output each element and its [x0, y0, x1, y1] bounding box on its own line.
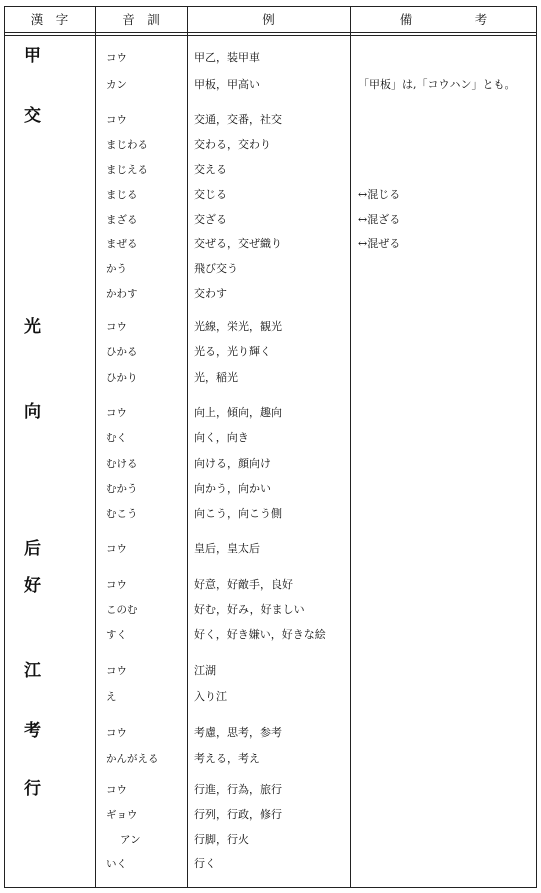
reading-cell: コウ [106, 579, 127, 591]
kanji-cell: 交 [24, 106, 41, 126]
reading-cell: コウ [106, 407, 127, 419]
example-cell: 向ける，顔向け [194, 457, 271, 470]
reading-cell: アン [120, 834, 141, 846]
reading-cell: まじわる [106, 139, 148, 151]
example-cell: 考慮，思考，参考 [194, 726, 282, 739]
reading-cell: かんがえる [106, 753, 159, 765]
reading-cell: コウ [106, 784, 127, 796]
example-cell: 交ぜる，交ぜ織り [194, 237, 282, 250]
example-cell: 行進，行為，旅行 [194, 783, 282, 796]
example-cell: 江湖 [194, 664, 216, 677]
header-note: 備 考 [399, 12, 488, 27]
example-cell: 向上，傾向，趣向 [194, 406, 282, 419]
reading-cell: コウ [106, 52, 127, 64]
reading-cell: え [106, 691, 117, 703]
kanji-cell: 考 [24, 721, 41, 741]
reading-cell: かわす [106, 288, 138, 300]
example-cell: 入り江 [194, 690, 227, 703]
header-rule [4, 32, 537, 33]
kanji-cell: 后 [24, 539, 41, 559]
reading-cell: コウ [106, 665, 127, 677]
reading-cell: いく [106, 858, 127, 870]
note-cell: 「甲板」は,「コウハン」とも。 [358, 78, 516, 91]
note-cell: ↔混ぜる [358, 237, 401, 250]
header-rule [4, 35, 537, 36]
note-cell: ↔混じる [358, 188, 401, 201]
kanji-cell: 好 [24, 576, 41, 596]
example-cell: 好く，好き嫌い，好きな絵 [194, 628, 326, 641]
reading-cell: まじる [106, 189, 138, 201]
reading-cell: まぜる [106, 238, 138, 250]
example-cell: 行列，行政，修行 [194, 808, 282, 821]
example-cell: 行く [194, 857, 216, 870]
example-cell: 交わる，交わり [194, 138, 271, 151]
example-cell: 交わす [194, 287, 227, 300]
kanji-cell: 向 [24, 402, 41, 422]
example-cell: 行脚，行火 [194, 833, 249, 846]
kanji-cell: 江 [24, 661, 41, 681]
reading-cell: むかう [106, 483, 138, 495]
reading-cell: すく [106, 629, 127, 641]
header-example: 例 [262, 12, 275, 27]
reading-cell: コウ [106, 321, 127, 333]
header-kanji: 漢 字 [30, 12, 69, 27]
example-cell: 甲乙，装甲車 [194, 51, 260, 64]
example-cell: 光線，栄光，観光 [194, 320, 282, 333]
example-cell: 飛び交う [194, 262, 238, 275]
reading-cell: コウ [106, 114, 127, 126]
kanji-cell: 甲 [24, 46, 41, 66]
kanji-cell: 光 [24, 317, 41, 337]
header-reading: 音 訓 [122, 12, 160, 27]
reading-cell: ひかる [106, 346, 138, 358]
reading-cell: むこう [106, 508, 138, 520]
example-cell: 考える，考え [194, 752, 260, 765]
reading-cell: かう [106, 263, 127, 275]
reading-cell: まじえる [106, 164, 148, 176]
reading-cell: ひかり [106, 372, 138, 384]
example-cell: 向かう，向かい [194, 482, 271, 495]
example-cell: 向く，向き [194, 431, 249, 444]
reading-cell: コウ [106, 727, 127, 739]
example-cell: 好意，好敵手，良好 [194, 578, 293, 591]
example-cell: 交える [194, 163, 227, 176]
example-cell: 交ざる [194, 213, 227, 226]
column-divider [187, 6, 188, 888]
column-divider [95, 6, 96, 888]
reading-cell: ギョウ [106, 809, 138, 821]
reading-cell: このむ [106, 604, 138, 616]
example-cell: 光，稲光 [194, 371, 238, 384]
reading-cell: まざる [106, 214, 138, 226]
kanji-cell: 行 [24, 779, 41, 799]
example-cell: 皇后，皇太后 [194, 542, 260, 555]
reading-cell: カン [106, 79, 127, 91]
reading-cell: むく [106, 432, 127, 444]
reading-cell: むける [106, 458, 138, 470]
example-cell: 光る，光り輝く [194, 345, 271, 358]
example-cell: 向こう，向こう側 [194, 507, 282, 520]
example-cell: 交じる [194, 188, 227, 201]
example-cell: 好む，好み，好ましい [194, 603, 305, 616]
column-divider [350, 6, 351, 888]
note-cell: ↔混ざる [358, 213, 401, 226]
example-cell: 甲板，甲高い [194, 78, 260, 91]
reading-cell: コウ [106, 543, 127, 555]
example-cell: 交通，交番，社交 [194, 113, 282, 126]
